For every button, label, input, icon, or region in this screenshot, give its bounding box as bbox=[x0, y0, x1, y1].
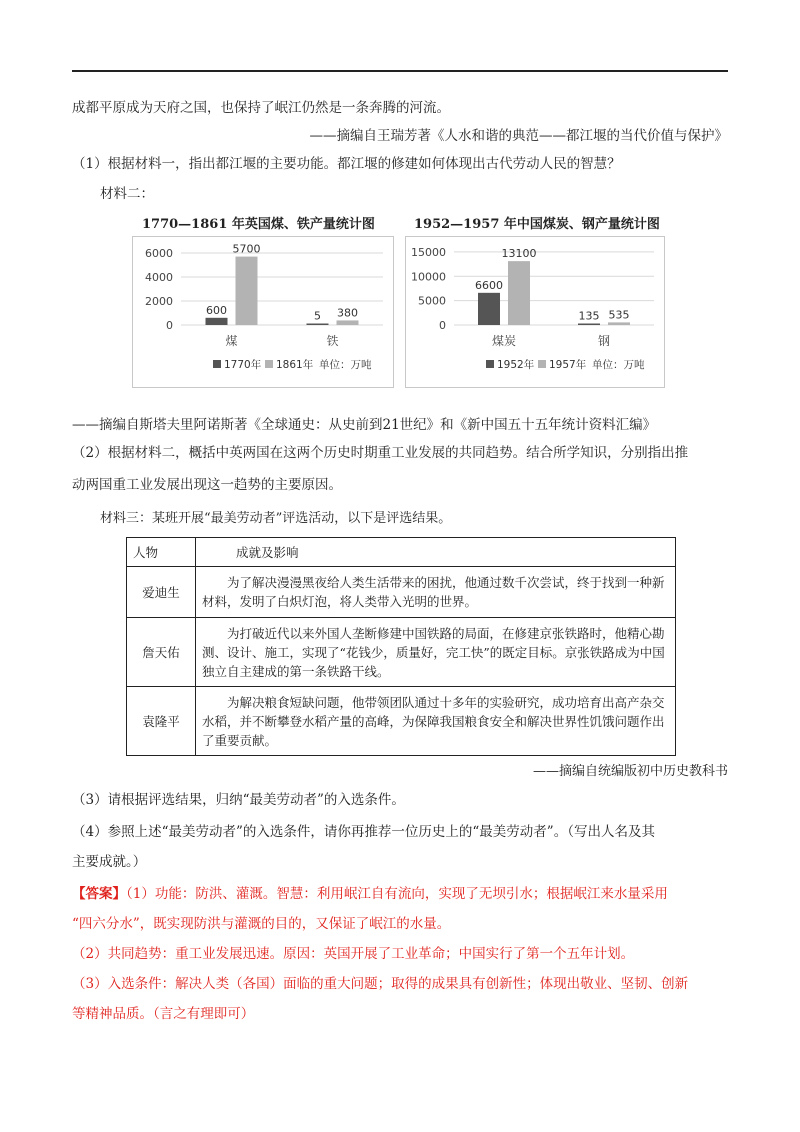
chart-1-title: 1770—1861 年英国煤、铁产量统计图 bbox=[142, 217, 375, 232]
legend-swatch bbox=[538, 360, 546, 368]
unit-label: 单位：万吨 bbox=[319, 359, 372, 371]
legend-label: 1861年 bbox=[276, 359, 314, 371]
answer-line: 等精神品质。（言之有理即可） bbox=[72, 1006, 255, 1022]
answer-line: “四六分水”，既实现防洪与灌溉的目的，又保证了岷江的水量。 bbox=[72, 916, 451, 932]
text-line: 成都平原成为天府之国，也保持了岷江仍然是一条奔腾的河流。 bbox=[72, 100, 450, 116]
bar bbox=[608, 322, 630, 325]
bar bbox=[307, 324, 329, 326]
y-tick-label: 4000 bbox=[145, 271, 173, 284]
person-achievement: 为打破近代以来外国人垄断修建中国铁路的局面，在修建京张铁路时，他精心勘测、设计、施工，实现了“花钱少，质量好，完工快”的既定目标。京张铁路成为中国独立自主建成的第一条铁路干线。 bbox=[196, 618, 676, 687]
header-rule bbox=[72, 70, 728, 72]
chart-2-frame bbox=[405, 236, 665, 388]
table-header-row bbox=[127, 538, 676, 567]
legend-label: 1957年 bbox=[549, 359, 587, 371]
data-label: 600 bbox=[206, 303, 227, 317]
unit-label: 单位：万吨 bbox=[592, 359, 645, 371]
data-label: 5700 bbox=[232, 242, 261, 256]
y-tick-label: 0 bbox=[166, 319, 173, 332]
source-citation: ——摘编自统编版初中历史教科书 bbox=[532, 764, 728, 779]
table-row bbox=[127, 687, 676, 756]
question-4: （4）参照上述“最美劳动者”的入选条件，请你再推荐一位历史上的“最美劳动者”。（写出人名及其 bbox=[72, 824, 655, 840]
legend-label: 1770年 bbox=[224, 359, 262, 371]
data-label: 5 bbox=[314, 309, 321, 323]
x-category-label: 煤 bbox=[225, 334, 238, 348]
material-2-label: 材料二： bbox=[100, 186, 154, 202]
table-header: 人物 bbox=[127, 538, 196, 567]
chart-2-title: 1952—1957 年中国煤炭、钢产量统计图 bbox=[414, 217, 660, 232]
table-row bbox=[127, 618, 676, 687]
person-achievement: 为了解决漫漫黑夜给人类生活带来的困扰，他通过数千次尝试，终于找到一种新材料，发明了白炽灯泡，将人类带入光明的世界。 bbox=[196, 567, 676, 618]
table-header: 成就及影响 bbox=[196, 538, 676, 567]
question-2: （2）根据材料二，概括中英两国在这两个历史时期重工业发展的共同趋势。结合所学知识，分别指出推 bbox=[72, 445, 689, 461]
chart-2 bbox=[406, 237, 664, 387]
y-tick-label: 5000 bbox=[418, 294, 446, 308]
bar bbox=[236, 257, 258, 325]
data-label: 13100 bbox=[501, 247, 537, 261]
x-category-label: 铁 bbox=[326, 334, 339, 348]
question-1: （1）根据材料一，指出都江堰的主要功能。都江堰的修建如何体现出古代劳动人民的智慧？ bbox=[72, 156, 621, 172]
x-category-label: 煤炭 bbox=[491, 334, 517, 348]
person-name: 袁隆平 bbox=[127, 687, 196, 756]
y-tick-label: 15000 bbox=[411, 245, 446, 259]
material-3-label: 材料三：某班开展“最美劳动者”评选活动，以下是评选结果。 bbox=[100, 511, 452, 526]
bar bbox=[478, 293, 500, 325]
question-4-cont: 主要成就。） bbox=[72, 854, 147, 870]
data-label: 135 bbox=[578, 309, 600, 323]
y-tick-label: 2000 bbox=[145, 295, 173, 308]
data-label: 6600 bbox=[475, 278, 503, 292]
answer-line: （3）入选条件：解决人类（各国）面临的重大问题；取得的成果具有创新性；体现出敬业、坚韧、创新 bbox=[72, 976, 689, 992]
legend-swatch bbox=[486, 360, 494, 368]
selection-table bbox=[126, 537, 676, 756]
answer-line: （2）共同趋势：重工业发展迅速。原因：英国开展了工业革命；中国实行了第一个五年计划。 bbox=[72, 946, 635, 962]
answer-line bbox=[72, 884, 668, 904]
question-2-cont: 动两国重工业发展出现这一趋势的主要原因。 bbox=[72, 477, 342, 493]
answer-text: （1）功能：防洪、灌溉。智慧：利用岷江自有流向，实现了无坝引水；根据岷江来水量采用 bbox=[126, 886, 668, 902]
y-tick-label: 10000 bbox=[411, 270, 446, 284]
bar bbox=[578, 324, 600, 326]
chart-1 bbox=[133, 237, 393, 387]
data-label: 380 bbox=[337, 306, 358, 320]
data-label: 535 bbox=[608, 308, 630, 322]
bar bbox=[337, 320, 359, 325]
question-3: （3）请根据评选结果，归纳“最美劳动者”的入选条件。 bbox=[72, 792, 405, 808]
y-tick-label: 6000 bbox=[145, 247, 173, 260]
chart-1-frame bbox=[132, 236, 394, 388]
legend-swatch bbox=[265, 360, 273, 368]
person-name: 詹天佑 bbox=[127, 618, 196, 687]
legend-swatch bbox=[213, 360, 221, 368]
source-citation: ——摘编自斯塔夫里阿诺斯著《全球通史：从史前到21世纪》和《新中国五十五年统计资料汇编》 bbox=[72, 417, 657, 433]
bar bbox=[206, 318, 228, 325]
answer-tag: 【答案】 bbox=[72, 886, 126, 902]
table-row bbox=[127, 567, 676, 618]
x-category-label: 钢 bbox=[597, 334, 611, 348]
y-tick-label: 0 bbox=[439, 319, 446, 332]
legend-label: 1952年 bbox=[497, 359, 535, 371]
source-citation: ——摘编自王瑞芳著《人水和谐的典范——都江堰的当代价值与保护》 bbox=[309, 128, 728, 144]
bar bbox=[508, 261, 530, 325]
person-achievement: 为解决粮食短缺问题，他带领团队通过十多年的实验研究，成功培育出高产杂交水稻，并不断攀登水稻产量的高峰，为保障我国粮食安全和解决世界性饥饿问题作出了重要贡献。 bbox=[196, 687, 676, 756]
person-name: 爱迪生 bbox=[127, 567, 196, 618]
